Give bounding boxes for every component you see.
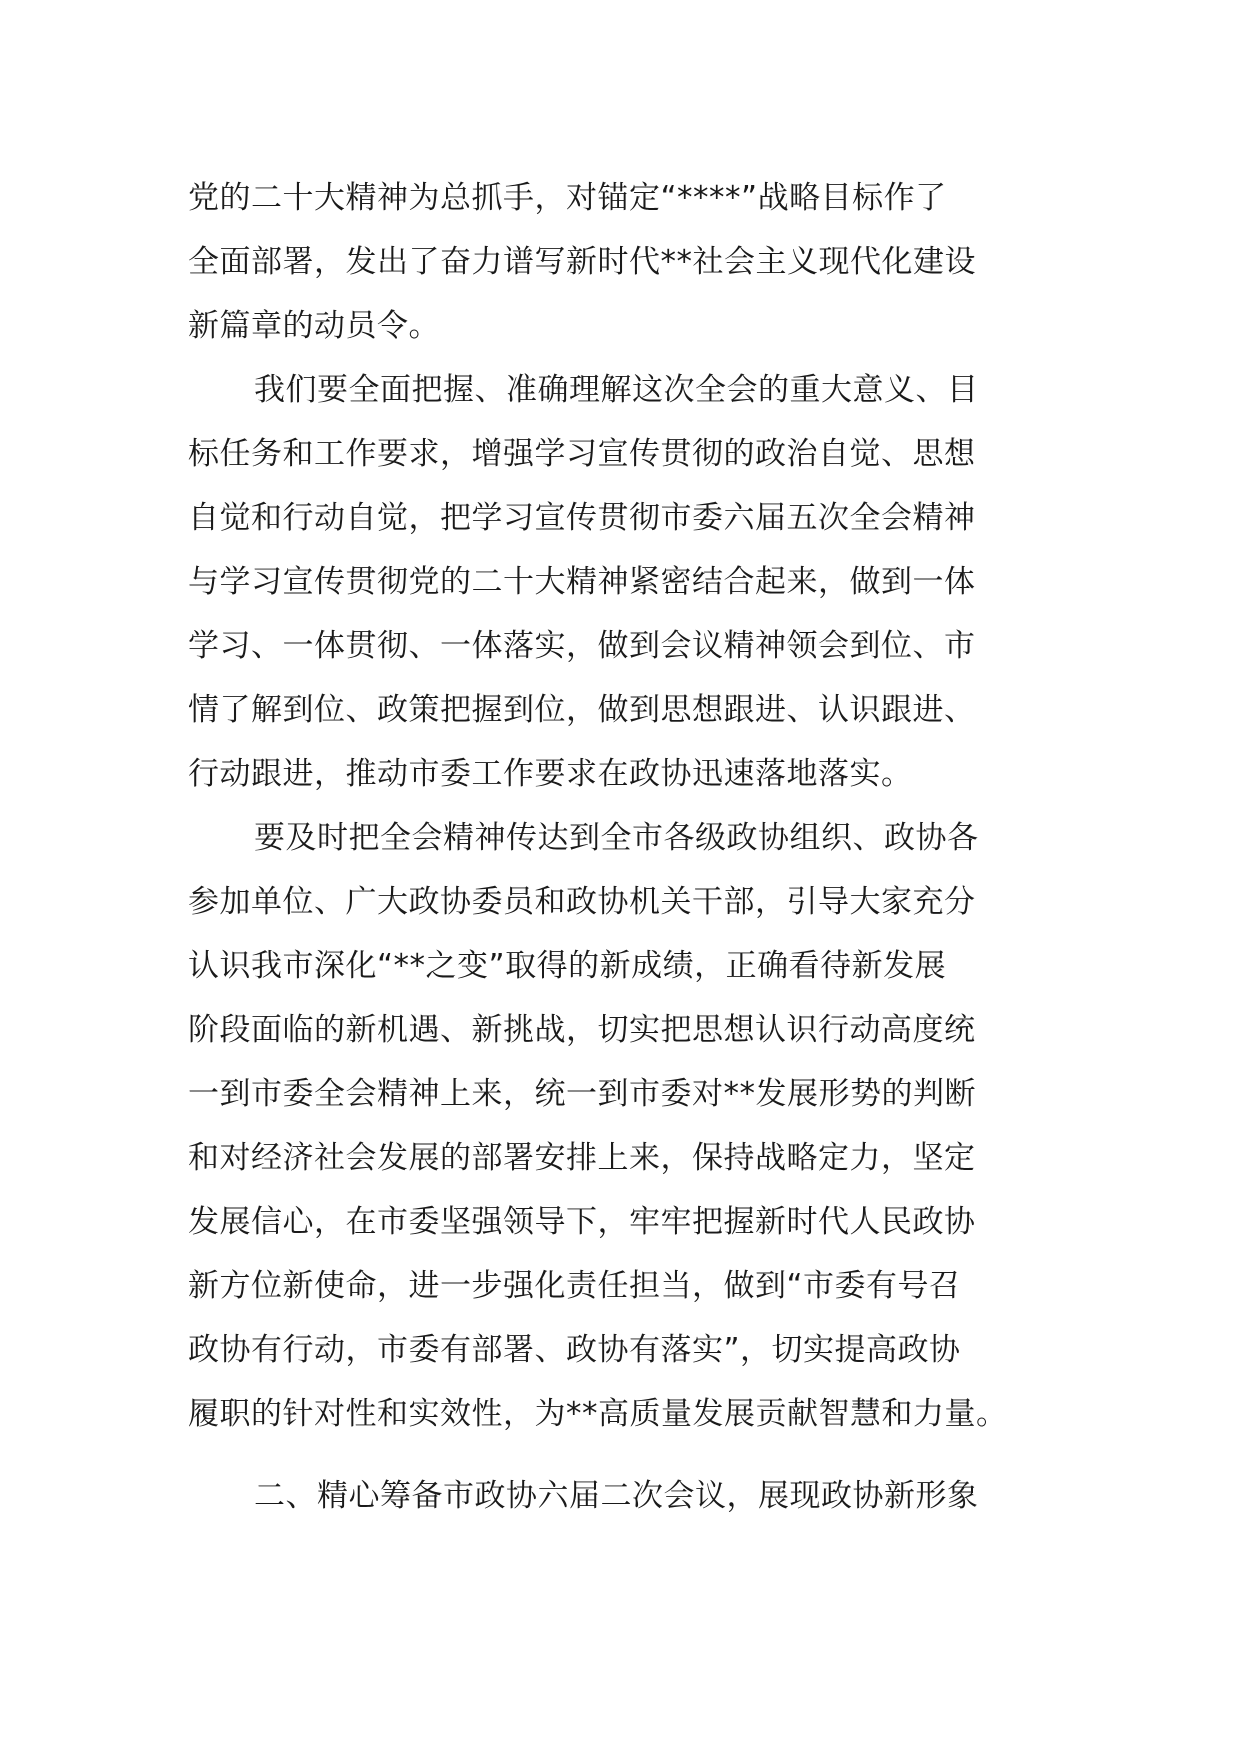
- paragraph-line: 履职的针对性和实效性，为**高质量发展贡献智慧和力量。: [188, 1396, 1008, 1432]
- paragraph-line: 党的二十大精神为总抓手，对锚定“****”战略目标作了: [188, 180, 947, 216]
- paragraph-line: 我们要全面把握、准确理解这次全会的重大意义、目: [254, 372, 979, 408]
- paragraph-line: 自觉和行动自觉，把学习宣传贯彻市委六届五次全会精神: [188, 500, 976, 536]
- paragraph-line: 阶段面临的新机遇、新挑战，切实把思想认识行动高度统: [188, 1012, 976, 1048]
- paragraph-2: [188, 358, 1056, 806]
- paragraph-3: [188, 806, 1056, 1446]
- paragraph-line: 参加单位、广大政协委员和政协机关干部，引导大家充分: [188, 884, 976, 920]
- paragraph-line: 与学习宣传贯彻党的二十大精神紧密结合起来，做到一体: [188, 564, 976, 600]
- paragraph-line: 认识我市深化“**之变”取得的新成绩，正确看待新发展: [188, 948, 947, 984]
- paragraph-line: 和对经济社会发展的部署安排上来，保持战略定力，坚定: [188, 1140, 976, 1176]
- paragraph-line: 一到市委全会精神上来，统一到市委对**发展形势的判断: [188, 1076, 976, 1112]
- paragraph-line: 学习、一体贯彻、一体落实，做到会议精神领会到位、市: [188, 628, 976, 664]
- section-heading: 二、精心筹备市政协六届二次会议，展现政协新形象: [254, 1478, 979, 1514]
- paragraph-line: 行动跟进，推动市委工作要求在政协迅速落地落实。: [188, 756, 913, 792]
- paragraph-line: 新方位新使命，进一步强化责任担当，做到“市委有号召: [188, 1268, 961, 1304]
- paragraph-line: 新篇章的动员令。: [188, 308, 440, 344]
- paragraph-line: 情了解到位、政策把握到位，做到思想跟进、认识跟进、: [188, 692, 976, 728]
- paragraph-line: 发展信心，在市委坚强领导下，牢牢把握新时代人民政协: [188, 1204, 976, 1240]
- section-gap: [188, 1446, 1056, 1464]
- paragraph-line: 要及时把全会精神传达到全市各级政协组织、政协各: [254, 820, 979, 856]
- paragraph-1: [188, 166, 1056, 358]
- document-body: [188, 166, 1056, 1528]
- paragraph-line: 全面部署，发出了奋力谱写新时代**社会主义现代化建设: [188, 244, 976, 280]
- paragraph-line: 标任务和工作要求，增强学习宣传贯彻的政治自觉、思想: [188, 436, 976, 472]
- paragraph-line: 政协有行动，市委有部署、政协有落实”，切实提高政协: [188, 1332, 961, 1368]
